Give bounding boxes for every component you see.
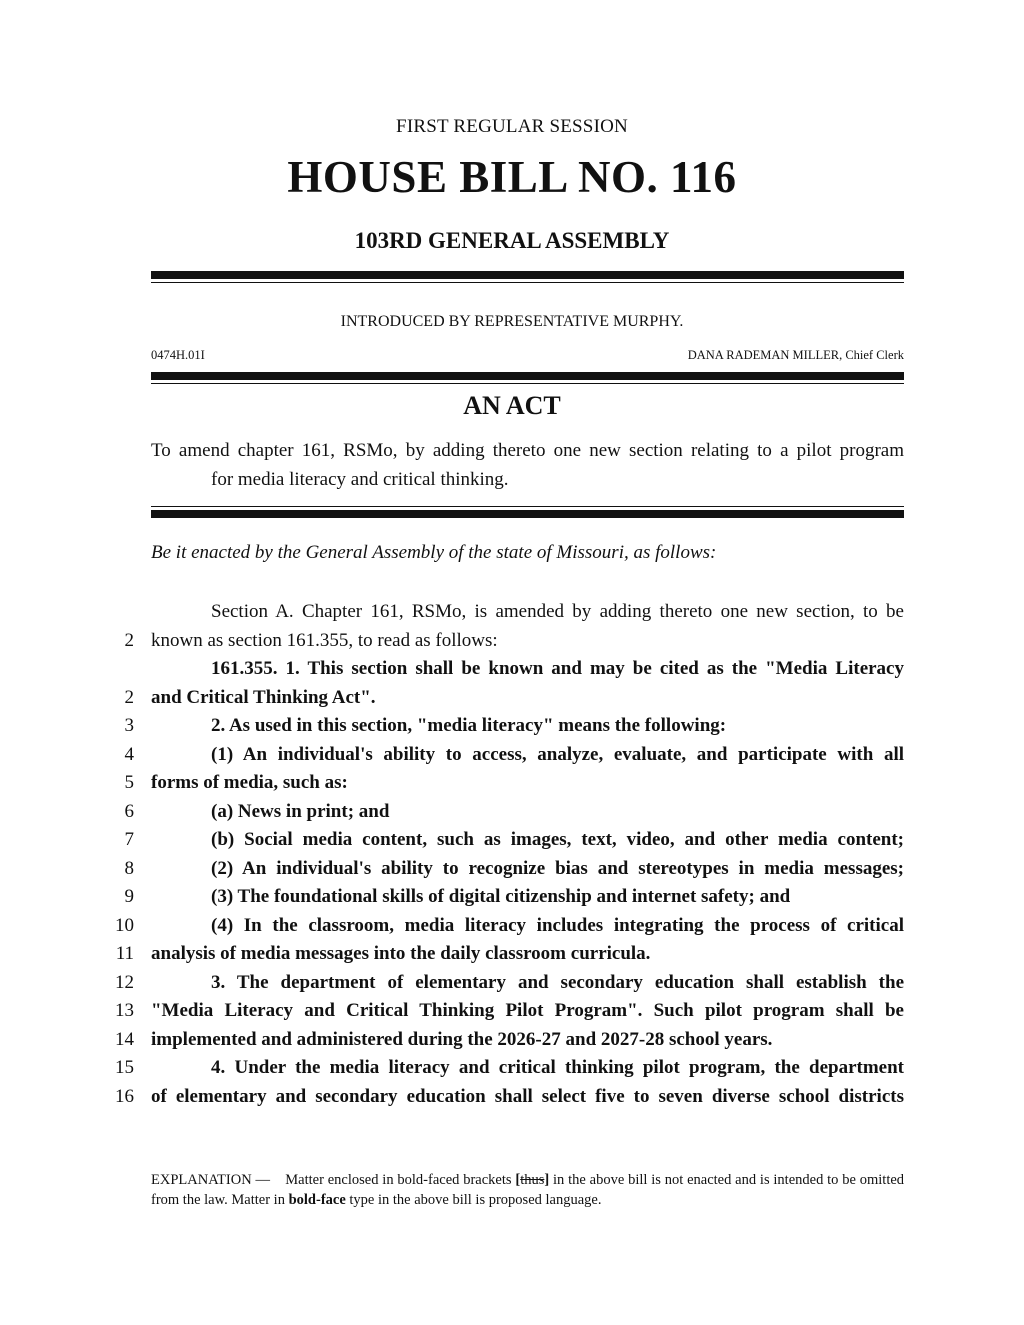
line-number: 14 — [115, 1028, 134, 1050]
bracket-open: [ — [515, 1172, 521, 1188]
line-number: 7 — [124, 829, 134, 850]
bill-text-line: (1) An individual's ability to access, analyze, evaluate, and participate with all — [211, 743, 904, 765]
bold-face-example: bold-face — [288, 1192, 346, 1208]
bill-text-line: (b) Social media content, such as images, text, video, and other media content; — [211, 829, 904, 850]
bill-text-line: Section A. Chapter 161, RSMo, is amended by adding thereto one new section, to be — [211, 601, 904, 622]
purpose-line-1: To amend chapter 161, RSMo, by adding thereto one new section relating to a pilot program — [151, 440, 904, 461]
purpose-line-2: for media literacy and critical thinking. — [211, 469, 509, 490]
explanation-label: EXPLANATION — — [151, 1172, 271, 1188]
bill-text-line: of elementary and secondary education shall select five to seven diverse school districts — [151, 1085, 904, 1107]
assembly-heading: 103RD GENERAL ASSEMBLY — [354, 228, 670, 253]
bill-code: 0474H.01I — [151, 348, 205, 362]
chief-clerk: DANA RADEMAN MILLER, Chief Clerk — [687, 348, 904, 362]
struck-example: thus — [520, 1172, 545, 1188]
bill-text-line: and Critical Thinking Act". — [151, 686, 376, 708]
line-number: 2 — [124, 629, 134, 651]
header-rule-top — [151, 271, 904, 283]
line-number — [100, 598, 134, 626]
line-number: 5 — [124, 772, 134, 793]
bill-text-line: (a) News in print; and — [211, 800, 390, 822]
line-number: 10 — [115, 914, 134, 936]
line-number: 15 — [115, 1057, 134, 1078]
bill-text-line: (2) An individual's ability to recognize bias and stereotypes in media messages; — [211, 857, 904, 879]
line-number: 11 — [115, 943, 134, 964]
line-number: 3 — [124, 715, 134, 736]
bill-text-line: known as section 161.355, to read as follows: — [151, 629, 498, 651]
enacting-clause: Be it enacted by the General Assembly of the state of Missouri, as follows: — [151, 542, 717, 563]
bill-text-line: 4. Under the media literacy and critical thinking pilot program, the department — [211, 1057, 904, 1078]
line-number: 4 — [124, 743, 134, 765]
act-purpose — [151, 436, 904, 494]
line-number: 9 — [124, 886, 134, 907]
line-number: 2 — [124, 686, 134, 708]
session-heading: FIRST REGULAR SESSION — [396, 116, 628, 137]
bill-text-line: (4) In the classroom, media literacy includes integrating the process of critical — [211, 914, 904, 936]
line-number: 6 — [124, 800, 134, 822]
explanation-footnote — [151, 1170, 904, 1210]
bill-text-line: (3) The foundational skills of digital citizenship and internet safety; and — [211, 886, 791, 907]
line-number: 8 — [124, 857, 134, 879]
bill-text-line: 161.355. 1. This section shall be known and may be cited as the "Media Literacy — [211, 658, 904, 679]
bill-text-line: 2. As used in this section, "media literacy" means the following: — [211, 715, 727, 736]
bill-text-line: forms of media, such as: — [151, 772, 348, 793]
explanation-part-2: in the above bill is not enacted and is intended to be omitted from the law. Matter in — [151, 1172, 905, 1208]
header-rule-bottom — [151, 506, 904, 518]
bill-text-line: analysis of media messages into the daily classroom curricula. — [151, 943, 651, 964]
bill-text-line: 3. The department of elementary and secondary education shall establish the — [211, 971, 904, 993]
explanation-part-1: Matter enclosed in bold-faced brackets — [285, 1172, 512, 1188]
bill-title: HOUSE BILL NO. 116 — [287, 152, 737, 202]
line-number: 13 — [115, 1000, 134, 1021]
bracket-close: ] — [544, 1172, 550, 1188]
line-number: 16 — [115, 1085, 134, 1107]
bill-text-line: "Media Literacy and Critical Thinking Pilot Program". Such pilot program shall be — [151, 1000, 904, 1021]
bill-text-line: implemented and administered during the 2026-27 and 2027-28 school years. — [151, 1028, 773, 1050]
line-number: 12 — [115, 971, 134, 993]
header-rule-middle — [151, 372, 904, 384]
act-title: AN ACT — [463, 391, 561, 420]
explanation-part-3: type in the above bill is proposed language. — [349, 1192, 602, 1208]
line-number — [100, 655, 134, 683]
introduced-by: INTRODUCED BY REPRESENTATIVE MURPHY. — [340, 313, 684, 330]
